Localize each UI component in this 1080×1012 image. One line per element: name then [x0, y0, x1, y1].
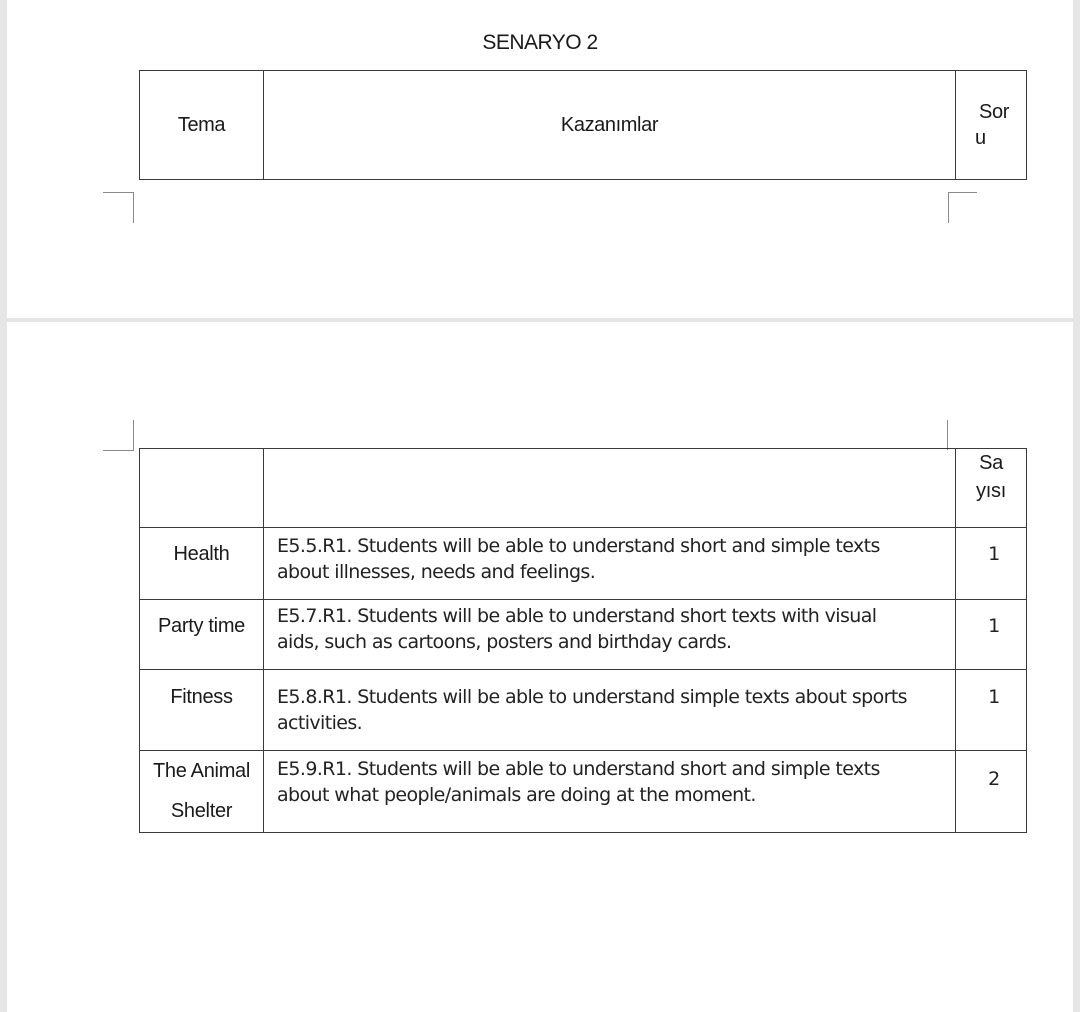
row-kazanim-line: about illnesses, needs and feelings. [277, 561, 596, 583]
row-kazanim-line: E5.5.R1. Students will be able to understand short and simple texts [277, 535, 880, 557]
header-tema-cell [139, 70, 264, 180]
table-row-kazanim [277, 533, 953, 585]
header-sayisi-cell [956, 449, 1026, 527]
table-rule [263, 448, 264, 833]
header-kazanimlar-label: Kazanımlar [560, 113, 659, 136]
header-soru-label-part2: u [975, 127, 986, 149]
header-sayisi-label-part2: yısı [976, 480, 1006, 502]
header-sayisi-label-part1: Sa [979, 452, 1003, 474]
row-kazanim-line: about what people/animals are doing at the moment. [277, 784, 756, 806]
header-soru-cell [955, 70, 1027, 180]
table-row-soru [956, 768, 1026, 790]
table-rule [139, 832, 1027, 833]
row-kazanim-line: aids, such as cartoons, posters and birthday cards. [277, 631, 732, 653]
table-row-soru [956, 615, 1026, 637]
row-soru-count: 1 [988, 543, 1000, 565]
table-rule [1026, 448, 1027, 833]
row-tema-label-line1: The Animal [152, 760, 251, 782]
row-soru-count: 1 [988, 686, 1000, 708]
row-kazanim-line: E5.9.R1. Students will be able to understand short and simple texts [277, 758, 880, 780]
document-title: SENARYO 2 [482, 31, 598, 54]
document-page-2 [7, 322, 1073, 1012]
row-soru-count: 2 [988, 768, 1000, 790]
table-rule [139, 527, 1027, 528]
crop-mark-top-right [948, 192, 977, 223]
table-row-tema [140, 751, 263, 823]
table-row-kazanim [277, 684, 953, 736]
table-row-kazanim [277, 756, 953, 808]
header-kazanimlar-cell [263, 70, 956, 180]
table-rule [139, 599, 1027, 600]
row-kazanim-line: E5.8.R1. Students will be able to understand simple texts about sports [277, 686, 907, 708]
crop-mark-top-left [103, 192, 134, 223]
table-rule [139, 448, 1027, 449]
row-soru-count: 1 [988, 615, 1000, 637]
table-rule [139, 750, 1027, 751]
table-row-soru [956, 543, 1026, 565]
row-tema-label: Fitness [170, 685, 233, 708]
crop-mark-bottom-left [103, 420, 134, 451]
header-tema-label: Tema [177, 113, 226, 136]
table-rule [139, 669, 1027, 670]
row-kazanim-line: E5.7.R1. Students will be able to understand short texts with visual [277, 605, 877, 627]
row-kazanim-line: activities. [277, 712, 363, 734]
table-row-tema [140, 600, 263, 652]
row-tema-label: Party time [157, 614, 246, 637]
table-row-tema [140, 670, 263, 724]
header-soru-label-part1: Sor [979, 101, 1009, 123]
table-row-kazanim [277, 603, 953, 655]
row-tema-label-line2: Shelter [170, 800, 233, 822]
row-tema-label: Health [173, 542, 230, 565]
table-row-tema [140, 528, 263, 580]
table-row-soru [956, 686, 1026, 708]
crop-mark-bottom-right [947, 420, 976, 450]
